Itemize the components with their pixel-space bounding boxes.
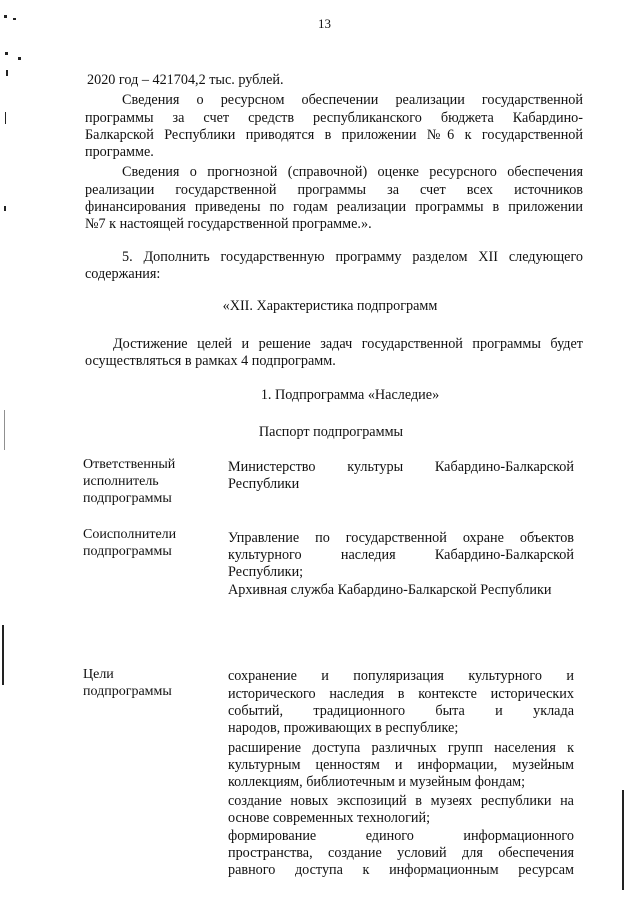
text-line: Сведения о прогнозной (справочной) оценке ресурсного обеспечения: [122, 164, 583, 180]
scan-mark: [5, 52, 8, 55]
text-line: реализации государственной программы за счет всех источников: [85, 182, 583, 198]
row-label-line: Цели: [83, 667, 114, 682]
row-value-line: формирование единого информационного: [228, 828, 574, 844]
text-line: Достижение целей и решение задач государственной программы будет: [113, 336, 583, 352]
scan-mark: [13, 18, 16, 20]
row-value-line: Республики;: [228, 564, 304, 580]
row-value-line: исторического наследия в контексте исторических: [228, 686, 574, 702]
row-label-line: Ответственный: [83, 457, 176, 472]
page-number: 13: [318, 16, 331, 31]
row-value-line: сохранение и популяризация культурного и: [228, 668, 574, 684]
row-label-line: подпрограммы: [83, 684, 172, 699]
row-label-line: подпрограммы: [83, 544, 172, 559]
text-line: Сведения о ресурсном обеспечении реализации государственной: [122, 92, 583, 108]
row-value-line: народов, проживающих в республике;: [228, 720, 459, 736]
text-line: содержания:: [85, 266, 161, 282]
row-label-line: подпрограммы: [83, 491, 172, 506]
passport-title: Паспорт подпрограммы: [258, 424, 404, 440]
subprogram-title: 1. Подпрограмма «Наследие»: [260, 387, 440, 403]
scan-mark: [6, 70, 8, 76]
row-value-line: Министерство культуры Кабардино-Балкарской: [228, 459, 574, 475]
row-value-line: культурного наследия Кабардино-Балкарской: [228, 547, 574, 563]
scan-mark: [4, 206, 6, 211]
section-title: «XII. Характеристика подпрограмм: [222, 298, 438, 314]
row-value-line: Республики: [228, 476, 300, 492]
scan-mark: [18, 57, 21, 60]
scan-mark: [4, 410, 5, 450]
row-value-line: расширение доступа различных групп населения к: [228, 740, 574, 756]
text-line: Балкарской Республики приводятся в приложении №6 к государственной: [85, 127, 583, 143]
row-label-line: Соисполнители: [83, 527, 177, 542]
scan-mark: [622, 790, 624, 890]
text-line: осуществляться в рамках 4 подпрограмм.: [85, 353, 336, 369]
row-value-line: Архивная служба Кабардино-Балкарской Республики: [228, 582, 552, 598]
row-value-line: основе современных технологий;: [228, 810, 431, 826]
scan-mark: [2, 625, 4, 685]
text-line: финансирования приведены по годам реализации программы в приложении: [85, 199, 583, 215]
row-value-line: пространства, создание условий для обеспечения: [228, 845, 574, 861]
row-value-line: Управление по государственной охране объектов: [228, 530, 574, 546]
text-line: программе.: [85, 144, 154, 160]
row-label-line: исполнитель: [83, 474, 159, 489]
text-line: №7 к настоящей государственной программе.».: [85, 216, 372, 232]
text-line: 5. Дополнить государственную программу разделом XII следующего: [122, 249, 583, 265]
scan-mark: [4, 15, 7, 18]
row-value-line: создание новых экспозиций в музеях республики на: [228, 793, 574, 809]
row-value-line: культурным ценностям и информации, музейным: [228, 757, 574, 773]
text-line: программы за счет средств республиканского бюджета Кабардино-: [85, 110, 583, 126]
row-value-line: коллекциям, библиотечным и музейным фондам;: [228, 774, 526, 790]
text-line: 2020 год – 421704,2 тыс. рублей.: [87, 72, 284, 88]
row-value-line: равного доступа к информационным ресурсам: [228, 862, 574, 878]
scan-mark: [5, 112, 6, 124]
row-value-line: событий, традиционного быта и уклада: [228, 703, 574, 719]
